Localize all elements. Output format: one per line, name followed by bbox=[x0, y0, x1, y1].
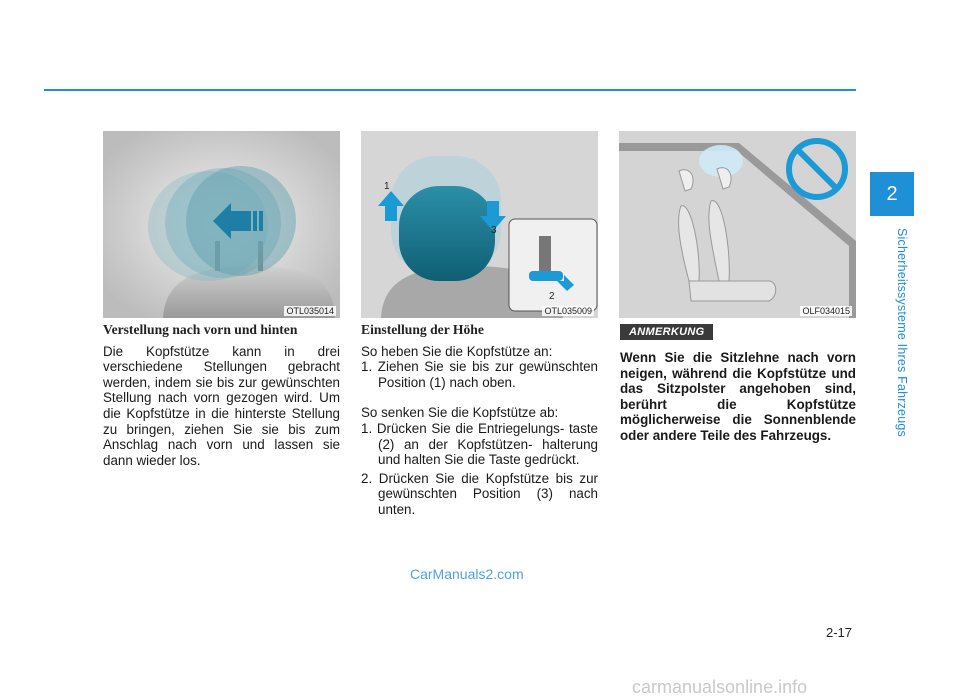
note-text: Wenn Sie die Sitzlehne nach vorn neigen, während die Kopfstütze und das Sitzpolster angehoben sind, berührt die Kopfstütze möglicherweise die Sonnenblende oder andere Teile des Fahrzeugs. bbox=[620, 350, 856, 443]
section-heading: Verstellung nach vorn und hinten bbox=[103, 322, 298, 337]
footer-watermark: carmanualsonline.info bbox=[632, 677, 808, 697]
headrest-height-figure bbox=[361, 131, 598, 318]
label-1: 1 bbox=[384, 181, 390, 192]
watermark: CarManuals2.com bbox=[410, 566, 524, 582]
paragraph: Die Kopfstütze kann in drei verschiedene Stellungen gebracht werden, indem sie bis zur gewünschten Stellung nach vorn gezogen wird. Um die Kopfstütze in die hinterste Stellung zu bringen, ziehen Sie sie bis zum Anschlag nach vorn und lassen sie dann wieder los. bbox=[103, 343, 340, 468]
section-heading: Einstellung der Höhe bbox=[361, 322, 484, 337]
label-2: 2 bbox=[549, 291, 555, 302]
image-code: OTL035014 bbox=[286, 306, 334, 316]
paragraph: So senken Sie die Kopfstütze ab: bbox=[361, 405, 559, 421]
column-2 bbox=[361, 322, 598, 518]
header-rule bbox=[44, 89, 856, 91]
seat-warning-illustration bbox=[619, 131, 856, 318]
chapter-title: Sicherheitssysteme Ihres Fahrzeugs bbox=[895, 228, 909, 437]
headrest-forward-figure bbox=[103, 131, 340, 318]
headrest-height-icon bbox=[361, 131, 598, 318]
chapter-tab: 2 bbox=[870, 172, 914, 216]
label-3: 3 bbox=[491, 225, 497, 236]
paragraph: So heben Sie die Kopfstütze an: bbox=[361, 343, 553, 359]
list-item: 1. Ziehen Sie sie bis zur gewünschten Position (1) nach oben. bbox=[361, 359, 598, 390]
page-number: 2-17 bbox=[826, 625, 853, 640]
image-code: OTL035009 bbox=[544, 306, 592, 316]
image-code: OLF034015 bbox=[802, 306, 850, 316]
list-item: 2. Drücken Sie die Kopfstütze bis zur gewünschten Position (3) nach unten. bbox=[361, 470, 598, 517]
seat-warning-figure bbox=[619, 131, 856, 318]
headrest-forward-icon bbox=[103, 131, 340, 318]
list-item: 1. Drücken Sie die Entriegelungs- taste (2) an der Kopfstützen- halterung und halten Sie die Taste gedrückt. bbox=[361, 420, 598, 468]
column-1 bbox=[103, 322, 340, 468]
note-badge: ANMERKUNG bbox=[620, 324, 713, 340]
